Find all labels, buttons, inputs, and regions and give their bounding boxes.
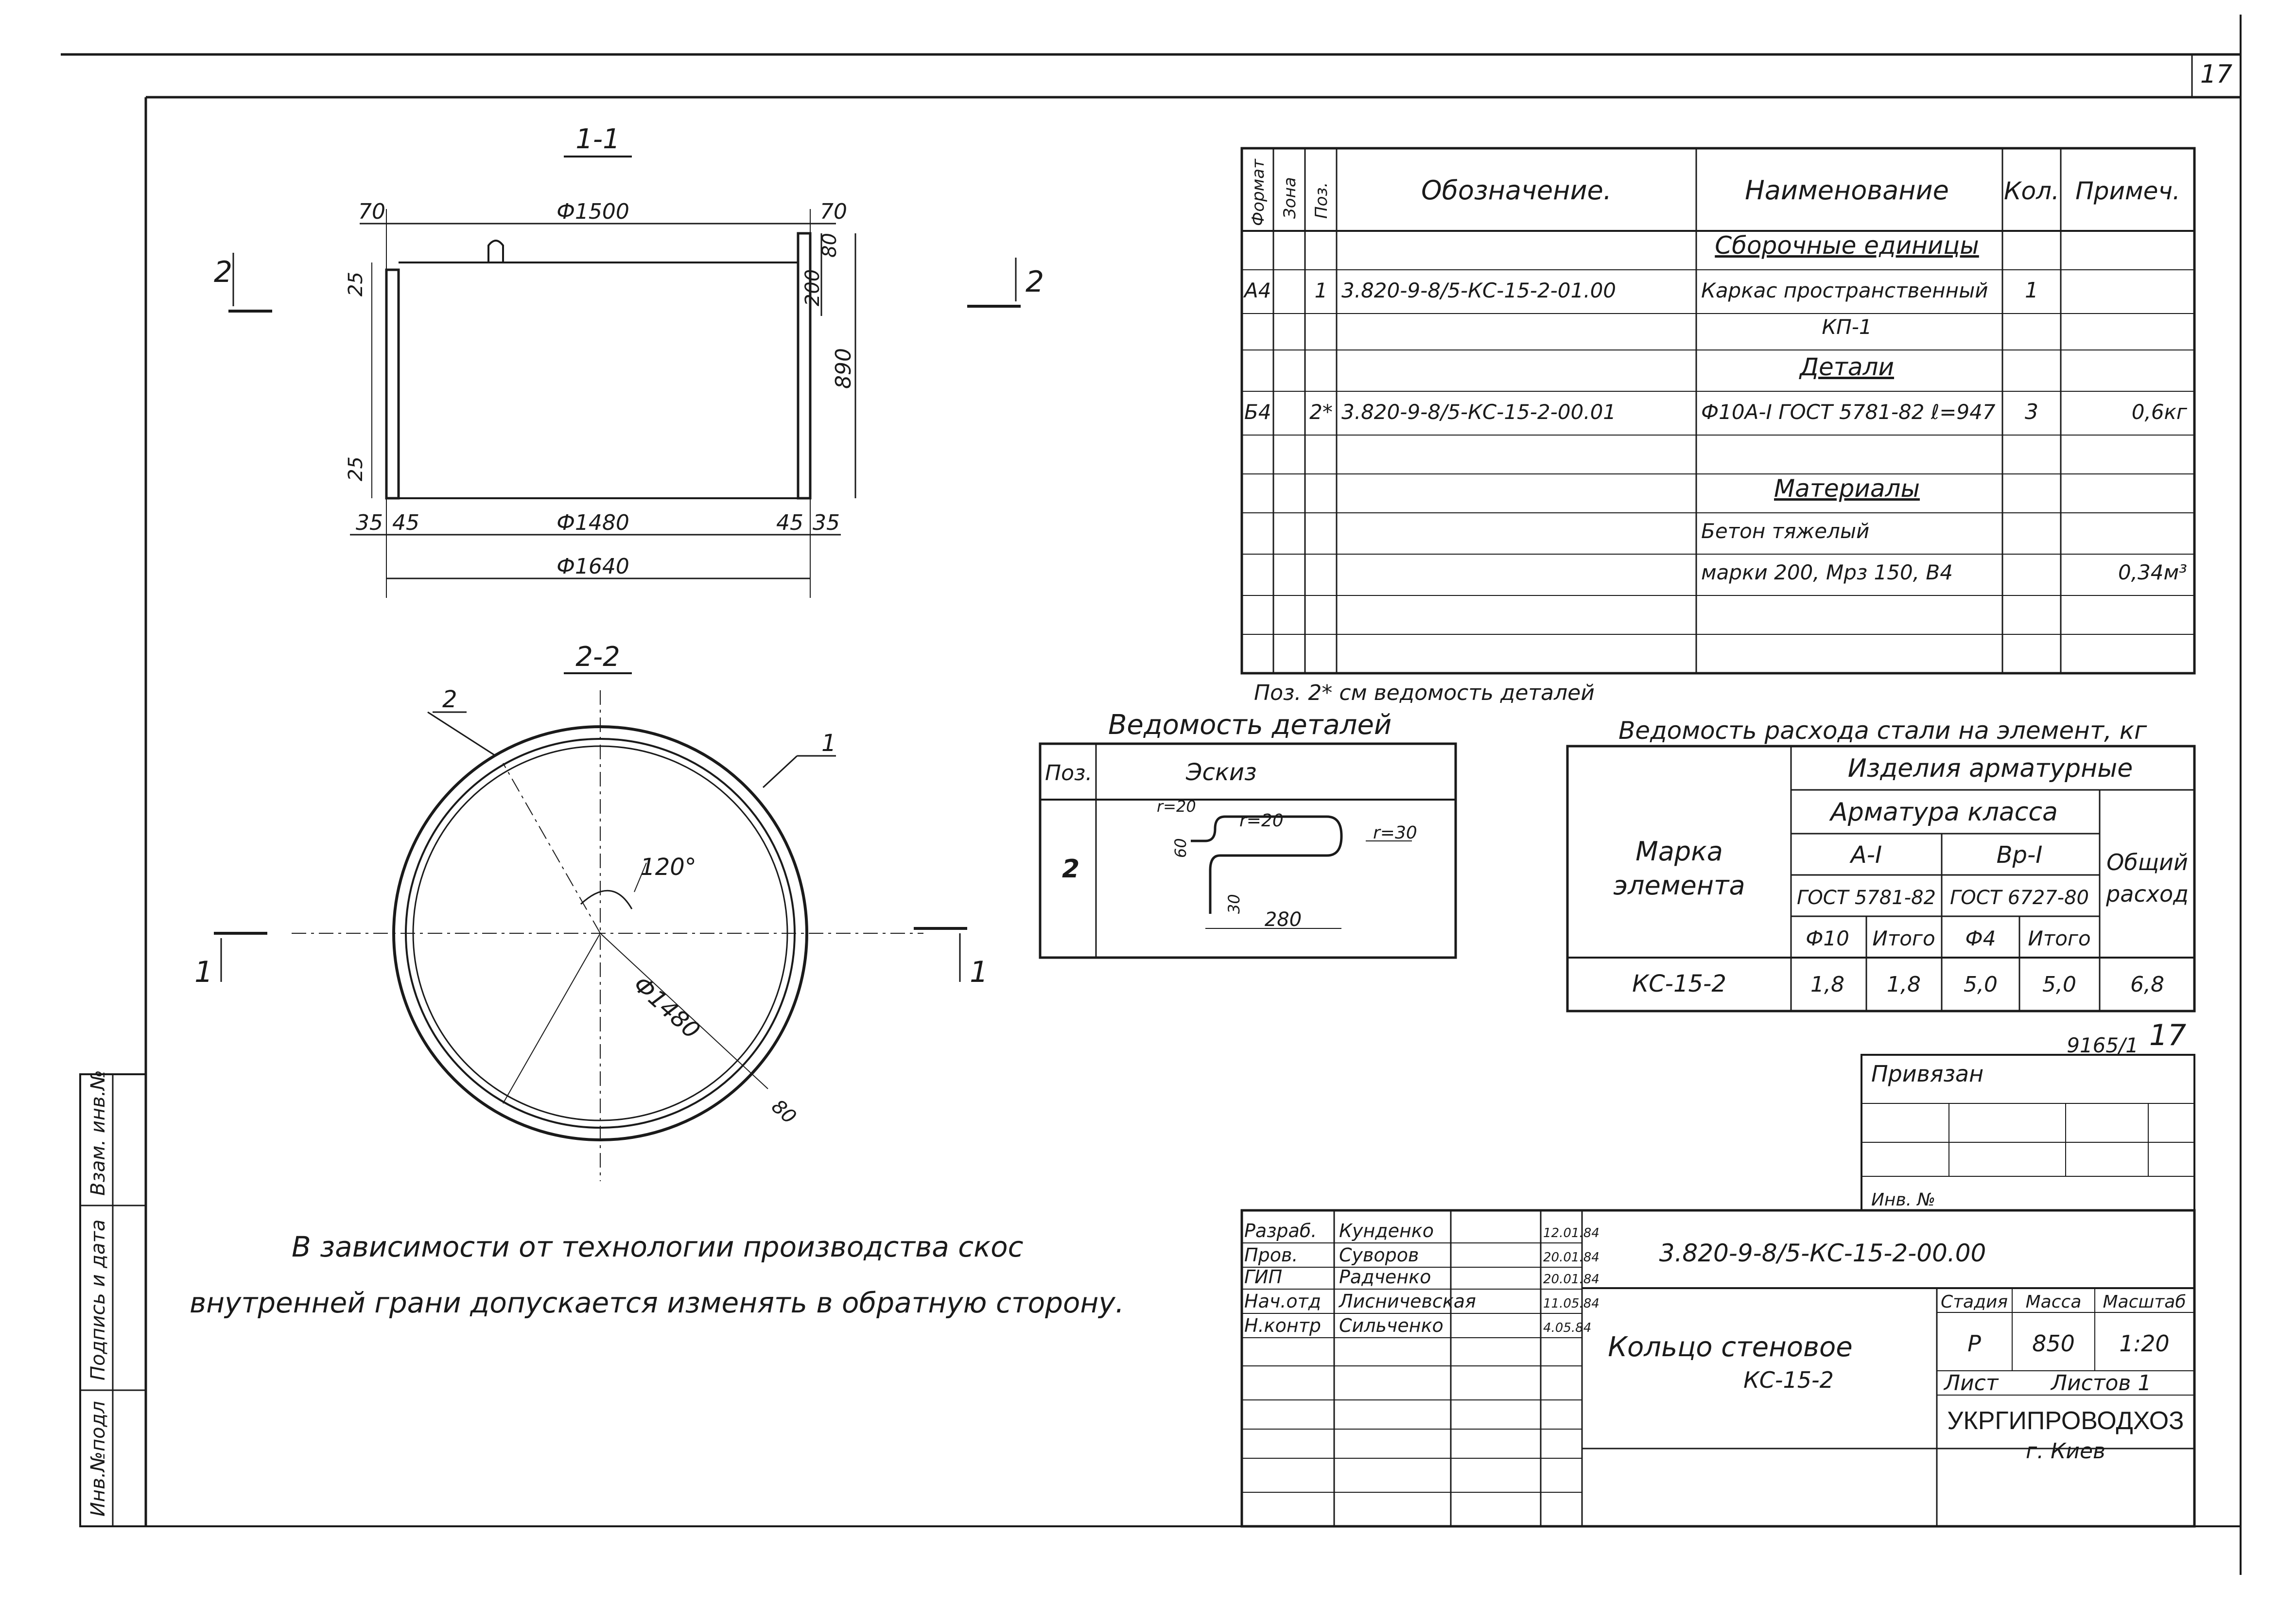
cut-mark-2-left: 2 — [214, 255, 233, 289]
callout-2: 2 — [442, 686, 457, 713]
steel-row-mark: КС-15-2 — [1632, 970, 1726, 997]
steel-total-header-2: расход — [2106, 881, 2189, 907]
steel-mark-header-2: элемента — [1613, 870, 1745, 901]
spec-row-note: 0,34м³ — [2118, 560, 2187, 584]
title-scale: 1:20 — [2119, 1330, 2170, 1357]
spec-row-designation: 3.820-9-8/5-КС-15-2-01.00 — [1341, 279, 1617, 302]
title-sheet-label: Лист — [1944, 1371, 1999, 1396]
cut-mark-1-left: 1 — [194, 955, 213, 989]
steel-sub-a-total: Итого — [1872, 926, 1935, 950]
staff-role: ГИП — [1244, 1266, 1283, 1288]
spec-row-name: Бетон тяжелый — [1701, 519, 1870, 543]
steel-mark-header-1: Марка — [1635, 836, 1723, 867]
steel-row-total: 6,8 — [2130, 972, 2164, 997]
spec-row-pos: 2* — [1309, 400, 1333, 424]
spec-footnote: Поз. 2* см ведомость деталей — [1254, 681, 1595, 705]
spec-row-name: Материалы — [1774, 474, 1920, 503]
cut-mark-2-right: 2 — [1026, 265, 1044, 299]
title-stage: Р — [1967, 1330, 1981, 1357]
dim-35-right: 35 — [813, 510, 840, 535]
sketch-r20-a: r=20 — [1157, 797, 1196, 816]
steel-gost-b: ГОСТ 6727-80 — [1950, 887, 2089, 909]
staff-date: 11.05.84 — [1543, 1296, 1600, 1311]
steel-title: Ведомость расхода стали на элемент, кг — [1618, 716, 2147, 745]
steel-row-b-total: 5,0 — [2042, 972, 2076, 997]
spec-header-name: Наименование — [1745, 175, 1949, 206]
sketch-d60: 60 — [1171, 838, 1190, 858]
staff-date: 20.01.84 — [1543, 1250, 1600, 1265]
spec-row-designation: 3.820-9-8/5-КС-15-2-00.01 — [1341, 400, 1617, 424]
spec-row-note: 0,6кг — [2131, 400, 2187, 424]
title-org: УКРГИПРОВОДХОЗ — [1947, 1407, 2184, 1435]
steel-row-b-dia: 5,0 — [1964, 972, 1998, 997]
side-strip — [80, 1070, 146, 1526]
section-2-2 — [194, 641, 988, 1181]
steel-sub-b-total: Итого — [2028, 926, 2091, 950]
section-1-title: 1-1 — [575, 123, 620, 155]
sheet-number: 17 — [2200, 60, 2233, 89]
dim-45-left: 45 — [392, 510, 419, 535]
spec-row-qty: 1 — [2025, 278, 2038, 303]
spec-row-format: А4 — [1244, 279, 1271, 302]
spec-row-qty: 3 — [2025, 400, 2038, 424]
spec-row-name: Каркас пространственный — [1701, 279, 1988, 302]
side-strip-vzam: Взам. инв.№ — [87, 1070, 109, 1196]
dim-200: 200 — [801, 269, 824, 306]
note-line-1: В зависимости от технологии производства скос — [292, 1230, 1024, 1263]
spec-row-name: Сборочные единицы — [1715, 231, 1979, 260]
privyazan-inv: Инв. № — [1871, 1190, 1936, 1210]
diameter-1480: Ф1480 — [627, 971, 705, 1045]
staff-role: Нач.отд — [1244, 1291, 1322, 1312]
staff-role: Разраб. — [1244, 1220, 1317, 1241]
details-row-pos: 2 — [1062, 855, 1080, 884]
steel-class-header: Арматура класса — [1830, 798, 2058, 827]
dim-d1500: Ф1500 — [557, 199, 629, 224]
details-table — [1040, 709, 1456, 958]
details-col-sketch: Эскиз — [1186, 759, 1257, 786]
spec-row-name: Детали — [1799, 353, 1895, 381]
spec-row-pos: 1 — [1314, 279, 1328, 302]
spec-row-format: Б4 — [1244, 400, 1271, 424]
title-scale-label: Масштаб — [2103, 1292, 2186, 1312]
dim-70-left: 70 — [358, 199, 385, 224]
dim-80: 80 — [818, 233, 841, 258]
angle-120: 120° — [640, 854, 696, 881]
dim-d1480: Ф1480 — [557, 510, 629, 535]
steel-total-header-1: Общий — [2106, 849, 2188, 875]
dim-45-right: 45 — [776, 510, 803, 535]
spec-rows — [1243, 231, 2188, 584]
staff-role: Н.контр — [1244, 1315, 1321, 1336]
section-1-1 — [214, 123, 1044, 598]
details-col-pos: Поз. — [1045, 761, 1093, 786]
archive-sheet: 17 — [2149, 1018, 2187, 1052]
spec-header-pos: Поз. — [1312, 182, 1331, 219]
steel-class-a: А-I — [1850, 841, 1882, 869]
steel-products-header: Изделия арматурные — [1847, 754, 2133, 783]
spec-header-format: Формат — [1249, 159, 1268, 226]
steel-row-a-dia: 1,8 — [1810, 972, 1844, 997]
spec-row-name: Ф10А-I ГОСТ 5781-82 ℓ=947 — [1701, 400, 1996, 424]
staff-name: Сильченко — [1339, 1315, 1444, 1336]
title-mass-label: Масса — [2025, 1292, 2082, 1312]
spec-header-designation: Обозначение. — [1421, 175, 1612, 206]
side-strip-podpis: Подпись и дата — [87, 1219, 109, 1380]
sketch-r20-b: r=20 — [1239, 811, 1284, 831]
dim-25-bottom: 25 — [345, 456, 367, 481]
dim-70-right: 70 — [820, 199, 847, 224]
staff-name: Лисничевская — [1339, 1291, 1476, 1312]
staff-name: Радченко — [1339, 1266, 1431, 1288]
steel-table — [1567, 716, 2194, 1011]
title-staff-rows — [1242, 1220, 1600, 1338]
staff-date: 20.01.84 — [1543, 1272, 1600, 1287]
title-sheets-label: Листов 1 — [2051, 1371, 2152, 1396]
details-title: Ведомость деталей — [1108, 709, 1392, 741]
title-item-name: Кольцо стеновое — [1608, 1331, 1853, 1363]
sketch-r30: r=30 — [1373, 823, 1417, 843]
privyazan-box — [1861, 1055, 2194, 1210]
steel-gost-a: ГОСТ 5781-82 — [1797, 887, 1936, 909]
staff-role: Пров. — [1244, 1244, 1298, 1266]
staff-name: Суворов — [1339, 1244, 1419, 1266]
title-city: г. Киев — [2026, 1439, 2105, 1464]
dim-35-left: 35 — [356, 510, 383, 535]
side-strip-inv-podl: Инв.№подл — [87, 1401, 109, 1517]
staff-date: 12.01.84 — [1543, 1226, 1600, 1240]
spec-header-qty: Кол. — [2004, 177, 2059, 205]
staff-name: Кунденко — [1339, 1220, 1434, 1241]
privyazan-label: Привязан — [1871, 1061, 1984, 1087]
sketch-d30: 30 — [1225, 894, 1243, 914]
spec-header-note: Примеч. — [2075, 177, 2180, 205]
dim-80-ring: 80 — [767, 1095, 800, 1129]
cut-mark-1-right: 1 — [970, 955, 989, 989]
spec-header-zone: Зона — [1280, 177, 1300, 219]
dim-890: 890 — [831, 348, 856, 389]
archive-number: 9165/1 — [2067, 1033, 2139, 1057]
sketch-d280: 280 — [1264, 908, 1302, 931]
dim-25-top: 25 — [345, 272, 367, 297]
steel-class-b: Вр-I — [1996, 841, 2043, 869]
steel-row-a-total: 1,8 — [1887, 972, 1921, 997]
section-2-title: 2-2 — [575, 641, 620, 673]
dim-d1640: Ф1640 — [557, 554, 629, 579]
note-line-2: внутренней грани допускается изменять в обратную сторону. — [190, 1286, 1125, 1319]
callout-1: 1 — [821, 730, 836, 757]
title-item-mark: КС-15-2 — [1743, 1367, 1834, 1393]
staff-date: 4.05.84 — [1543, 1321, 1592, 1335]
spec-row-name: марки 200, Мрз 150, В4 — [1701, 560, 1953, 584]
title-mass: 850 — [2032, 1330, 2075, 1357]
spec-row-name: КП-1 — [1822, 315, 1872, 339]
steel-sub-b-dia: Ф4 — [1965, 926, 1996, 950]
title-stage-label: Стадия — [1940, 1292, 2008, 1312]
title-designation: 3.820-9-8/5-КС-15-2-00.00 — [1659, 1239, 1986, 1267]
steel-sub-a-dia: Ф10 — [1806, 926, 1849, 950]
